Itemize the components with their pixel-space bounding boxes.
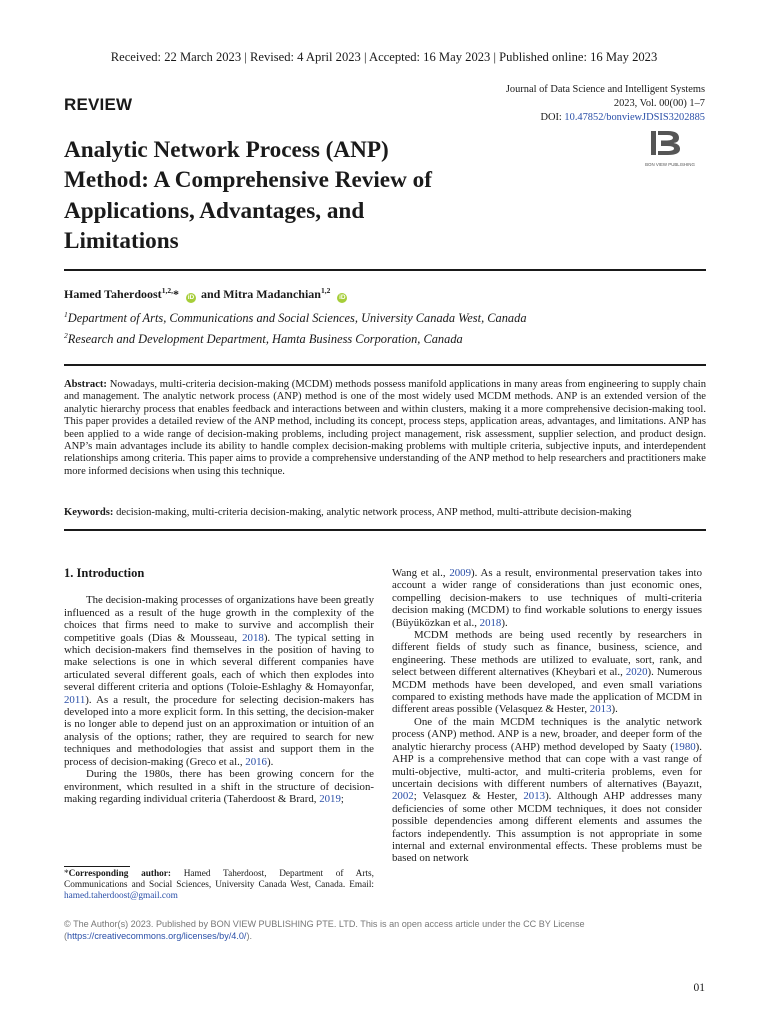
license-link[interactable]: https://creativecommons.org/licenses/by/4.0/ [67,931,247,941]
doi-label: DOI: [540,112,562,124]
citation-link[interactable]: 2013 [523,790,546,803]
affiliation [64,310,527,326]
citation-link[interactable]: 2019 [319,792,341,805]
citation-link[interactable]: 1980 [673,740,696,753]
affiliation-text: Department of Arts, Communications and Social Sciences, University Canada West, Canada [67,311,527,326]
orcid-icon[interactable]: iD [187,294,195,301]
doi-link[interactable]: 10.47852/bonviewJDSIS3202885 [564,112,705,124]
abstract-top-divider [64,364,706,366]
author-name: Mitra Madanchian [223,287,321,301]
publisher-logo-text: BON VIEW PUBLISHING [645,162,695,167]
corresponding-author-footnote: *Corresponding author: Hamed Taherdoost, Department of Arts, Communications and Social Sciences, University Canada West, Canada. Email: hamed.taherdoost@gmail.com [64,869,374,902]
keywords [64,507,706,518]
journal-name: Journal of Data Science and Intelligent Systems [505,84,705,95]
author-affiliation-marker: 1,2 [320,286,331,295]
keywords-label: Keywords: [64,507,114,518]
affiliation [64,331,463,347]
journal-volume: 2023, Vol. 00(00) 1–7 [613,98,705,110]
author-name: Hamed Taherdoost [64,287,162,301]
doi-line [506,111,705,125]
corresponding-asterisk: * [172,287,179,301]
orcid-icon[interactable]: iD [339,294,346,301]
article-title: Analytic Network Process (ANP) Method: A Comprehensive Review of Applications, Advantages, and Limitations [64,137,432,254]
copyright-notice: © The Author(s) 2023. Published by BON VIEW PUBLISHING PTE. LTD. This is an open access article under the CC BY License (https://creativecommons.org/licenses/by/4.0/). [64,919,585,941]
keywords-bottom-divider [64,529,706,531]
paragraph: During the 1980s, there has been growing concern for the environment, which resulted in a shift in the structure of decision-making regarding individual criteria (Taherdoost & Brard, 2019; [64,768,374,805]
citation-link[interactable]: 2020 [625,666,648,679]
abstract [64,379,706,478]
citation-link[interactable]: 2016 [245,755,267,768]
publication-dates: Received: 22 March 2023 | Revised: 4 April 2023 | Accepted: 16 May 2023 | Published online: 16 May 2023 [110,50,658,64]
citation-link[interactable]: 2002 [392,790,414,803]
citation-link[interactable]: 2011 [64,693,86,706]
abstract-text: Nowadays, multi-criteria decision-making (MCDM) methods possess manifold applications in many areas from engineering to supply chain and management. The analytic network process (ANP) method is one of the most widely used MCDM methods. ANP is an extended version of the analytic hierarchy process that enables feedback and interactions between and within clusters, making it a more comprehensive decision-making tool. This paper provides a detailed review of the ANP method, including its concept, process steps, application areas, advantages, and limitations. ANP has been applied to a wide range of decision-making problems, including project management, risk assessment, supplier selection, and product design. ANP’s main advantages include its ability to handle complex decision-making problems with multiple criteria, subjective inputs, and interdependent relationships among criteria. This paper aims to provide a comprehensive understanding of the ANP method to help researchers and practitioners make more informed decisions when using this technique. [64,379,706,477]
affiliation-number: 2 [64,331,68,340]
title-divider [64,269,706,271]
author-conjunction: and [200,287,221,301]
section-heading: 1. Introduction [64,566,145,580]
citation-link[interactable]: 2013 [589,703,612,716]
bon-view-b-icon [651,131,680,155]
abstract-label: Abstract: [64,379,107,390]
paragraph: MCDM methods are being used recently by researchers in different fields of study such as finance, business, science, and engineering. These methods are utilized to evaluate, sort, rank, and select between different alternatives (Kheybari et al., 2020). Numerous MCDM methods have been developed, and even small variations compared to existing methods have made the application of MCDM in different areas possible (Velasquez & Hester, 2013). [392,629,702,716]
page-number: 01 [693,982,705,994]
journal-info [506,83,705,126]
article-type-label: REVIEW [64,95,133,114]
paragraph: The decision-making processes of organizations have been greatly influenced as a result of the huge growth in the complexity of the choices that firms need to make to survive and accomplish their competitive goals (Dias & Mousseau, 2018). The typical setting in which decision-makers find themselves in the position of having to make selections is one in which several different companies have articulated several different goals, each of which then explodes into several different criteria and options (Toloie-Eshlaghy & Homayonfar, 2011). As a result, the procedure for selecting decision-makers has developed into a more explicit form. In this setting, the decision-maker is no longer able to depend just on an approximation or intuition of an analysis of the options; rather, they are required to search for new techniques and methodologies that assist and support them in the process of decision-making (Greco et al., 2016). [64,594,374,768]
citation-link[interactable]: 2018 [479,616,502,629]
citation-link[interactable]: 2009 [449,567,472,579]
paragraph: One of the main MCDM techniques is the analytic network process (ANP) method. ANP is a new, broader, and deeper form of the analytic hierarchy process (AHP) method developed by Saaty (1980). AHP is a comprehensive method that can cope with a vast range of multi-objective, multi-actor, and multi-criteria problems, even for uncertain decisions with different numbers of alternatives (Bayazıt, 2002; Velasquez & Hester, 2013). Although AHP addresses many deficiencies of some other MCDM techniques, it does not consider possible dependencies among different elements and assumes the factors independently. This assumption is not appropriate in some internal and external environmental effects. These problems must be based on network [392,715,702,865]
right-column [392,567,702,865]
author-line [64,286,349,303]
paragraph: Wang et al., 2009). As a result, environmental preservation takes into account a wider range of considerations than just economic ones, compelling decision-makers to use techniques of multi-criteria decision making (MCDM) to find workable solutions to energy issues (Büyüközkan et al., 2018). [392,567,702,629]
publisher-logo [634,129,706,171]
affiliation-text: Research and Development Department, Hamta Business Corporation, Canada [67,332,463,347]
citation-link[interactable]: 2018 [242,631,264,644]
affiliation-number: 1 [64,310,68,319]
footnote-divider [64,866,130,867]
author-affiliation-marker: 1,2, [161,286,173,295]
left-column [64,567,374,805]
footnote-label: Corresponding author: [68,869,172,879]
keywords-text: decision-making, multi-criteria decision-making, analytic network process, ANP method, multi-attribute decision-making [116,507,632,518]
author-email-link[interactable]: hamed.taherdoost@gmail.com [64,891,178,902]
